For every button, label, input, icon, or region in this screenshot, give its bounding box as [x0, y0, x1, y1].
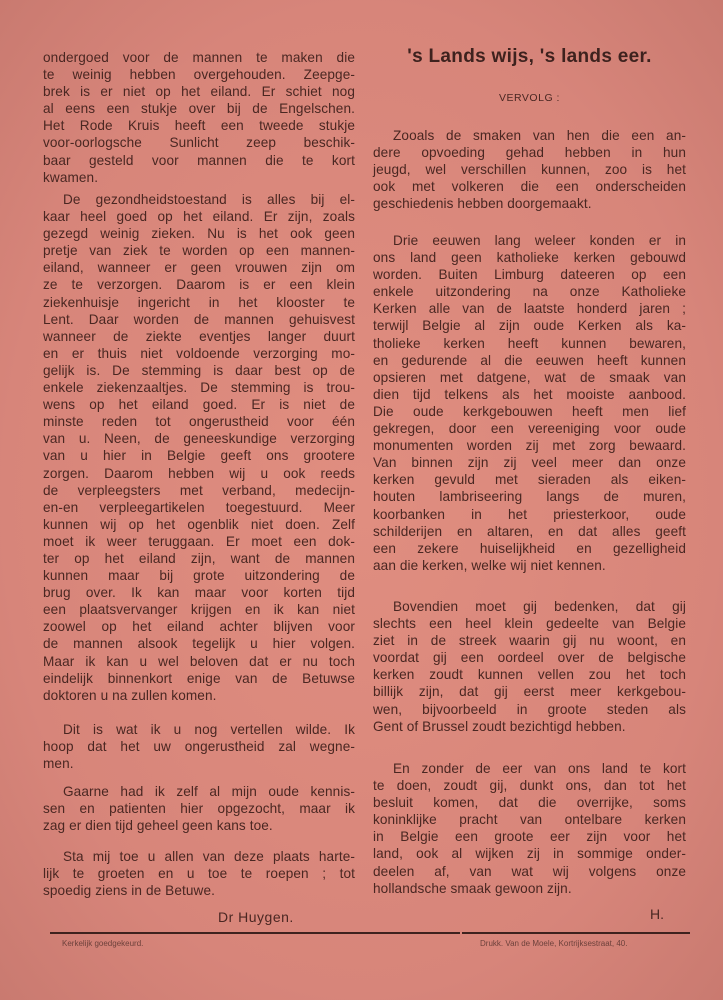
text-line: En zonder de eer van ons land te kort [393, 761, 686, 776]
text-line: Bovendien moet gij bedenken, dat gij [393, 599, 686, 614]
text-line: pretje van ziek te worden op een mannen- [43, 243, 355, 259]
text-line: dien tijd telkens als het mooiste aanbood. [373, 386, 686, 402]
text-line: ze te verzorgen. Daarom is er een klein [43, 277, 355, 293]
text-line: eindelijk binnenkort enige van de Betuwse [43, 670, 355, 686]
text-line: terwijl Belgie al zijn oude Kerken als ka- [373, 318, 686, 334]
signature-dr-huygen: Dr Huygen. [218, 909, 294, 925]
text-line: de verpleegsters met verband, medecijn- [43, 482, 355, 498]
divider-rule-left [50, 932, 460, 934]
text-line: worden. Buiten Limburg dateeren op een [373, 267, 686, 283]
text-line: besluit komen, dat die overrijke, soms [373, 795, 686, 811]
text-line: brek is er niet op het eiland. Er schiet nog [43, 84, 355, 100]
text-line: van u. Neen, de geneeskundige verzorging [43, 431, 355, 447]
text-line: Drie eeuwen lang weleer konden er in [393, 233, 686, 248]
paragraph [43, 191, 355, 704]
text-line: Sta mij toe u allen van deze plaats harte- [63, 849, 355, 864]
text-line: zag er dien tijd geheel geen kans toe. [43, 818, 273, 834]
text-line: doktoren u na zullen komen. [43, 687, 217, 703]
text-line: land, ook al wijken zij in sommige onder- [373, 846, 686, 862]
text-line: Maar ik kan u wel beloven dat er nu toch [43, 653, 355, 669]
text-line: van u hier in Belgie geeft ons grootere [43, 448, 355, 464]
text-line: baar gesteld voor mannen die te kort [43, 152, 355, 168]
text-line: de mannen alsook tegelijk u hier volgen. [43, 636, 355, 652]
text-line: lijk te groeten en u toe te roepen ; tot [43, 866, 355, 882]
text-line: en gedurende al die eeuwen heeft kunnen [373, 352, 686, 368]
text-line: gelijk is. De stemming is daar best op de [43, 362, 355, 378]
text-line: Het Rode Kruis heeft een tweede stukje [43, 118, 355, 134]
text-line: kerken gevuld met sieraden als eiken- [373, 472, 686, 488]
text-line: voordat gij een oordeel over de belgische [373, 650, 686, 666]
text-line: dere opvoeding gehad hebben in hun [373, 145, 686, 161]
article-title: 's Lands wijs, 's lands eer. [407, 46, 652, 67]
printer-note: Drukk. Van de Moele, Kortrijksestraat, 40. [480, 939, 628, 948]
text-line: schilderijen en altaren, en dat alles geeft [373, 523, 686, 539]
text-line: in Belgie een groote eer zijn voor het [373, 829, 686, 845]
paragraph [43, 49, 355, 186]
text-line: Kerken alle van de laatste honderd jaren ; [373, 301, 686, 317]
text-line: brug over. Ik kan maar voor korten tijd [43, 585, 355, 601]
paragraph [43, 848, 355, 899]
paragraph [373, 232, 686, 574]
text-line: kaar heel goed op het eiland. Er zijn, zoals [43, 209, 355, 225]
text-line: Van binnen zijn zij veel meer dan onze [373, 455, 686, 471]
text-line: ook met volkeren die een onderscheiden [373, 179, 686, 195]
text-line: wen, bijvoorbeeld in groote steden als [373, 701, 686, 717]
text-line: gezegd weinig zieken. Nu is het ook geen [43, 226, 355, 242]
text-line: eiland, wanneer er geen vrouwen zijn om [43, 260, 355, 276]
text-line: gekregen, door een vereeniging voor oude [373, 421, 686, 437]
text-line: Dit is wat ik u nog vertellen wilde. Ik [63, 722, 355, 737]
text-line: wanneer de ziekte eventjes langer duurt [43, 328, 355, 344]
text-line: Zooals de smaken van hen die een an- [393, 128, 686, 143]
text-line: koorbanken in het priesterkoor, oude [373, 506, 686, 522]
text-line: De gezondheidstoestand is alles bij el- [63, 192, 355, 207]
text-line: kwamen. [43, 169, 99, 185]
text-line: hoop dat het uw ongerustheid zal wegne- [43, 739, 355, 755]
text-line: koninklijke pracht van ontelbare kerken [373, 812, 686, 828]
text-line: Lent. Daar worden de mannen gehuisvest [43, 311, 355, 327]
text-line: monumenten worden zij met zorg bewaard. [373, 438, 686, 454]
text-line: spoedig ziens in de Betuwe. [43, 883, 215, 899]
text-line: geschiedenis hebben doorgemaakt. [373, 196, 592, 212]
text-line: billijk zijn, dat gij eerst meer kerkgebou- [373, 684, 686, 700]
text-line: sen en patienten hier opgezocht, maar ik [43, 801, 355, 817]
paragraph [373, 598, 686, 735]
text-line: Die oude kerkgebouwen heeft men lief [373, 403, 686, 419]
text-line: te weinig hebben overgehouden. Zeepge- [43, 67, 355, 83]
text-line: houten lambriseering langs de muren, [373, 489, 686, 505]
text-line: aan die kerken, welke wij niet kennen. [373, 557, 606, 573]
approval-note: Kerkelijk goedgekeurd. [62, 939, 144, 948]
text-line: jeugd, wel verschillen kunnen, zoo is het [373, 162, 686, 178]
text-line: voor-oorlogsche Sunlicht zeep beschik- [43, 135, 355, 151]
text-line: opsieren met datgene, wat de smaak van [373, 369, 686, 385]
text-line: zoowel op het eiland achter blijven voor [43, 619, 355, 635]
article-subtitle: VERVOLG : [499, 92, 560, 104]
text-line: kunnen maar bij grote uitzondering de [43, 568, 355, 584]
text-line: een zekere huiselijkheid en gezelligheid [373, 540, 686, 556]
paragraph [373, 760, 686, 897]
text-line: een plaatsvervanger krijgen en ik kan niet [43, 602, 355, 618]
text-line: tholieke kerken heeft kunnen bewaren, [373, 335, 686, 351]
text-line: Gent of Brussel zoudt bezichtigd hebben. [373, 718, 626, 734]
text-line: ziekenhuisje ingericht in het klooster te [43, 294, 355, 310]
text-line: deelen af, van wat wij volgens onze [373, 863, 686, 879]
text-line: enkele uitzondering na onze Katholieke [373, 284, 686, 300]
text-line: kunnen wij op het ogenblik niet doen. Zelf [43, 516, 355, 532]
text-line: wens op het eiland goed. Er is niet de [43, 397, 355, 413]
text-line: te doen, zoudt gij, dunkt ons, dan tot het [373, 778, 686, 794]
text-line: slechts een heel klein gedeelte van Belgie [373, 616, 686, 632]
text-line: ondergoed voor de mannen te maken die [43, 50, 355, 65]
text-line: minste reden tot ongerustheid voor één [43, 414, 355, 430]
text-line: zorgen. Daarom hebben wij u ook reeds [43, 465, 355, 481]
text-line: hollandsche smaak gewoon zijn. [373, 880, 572, 896]
paragraph [43, 783, 355, 834]
text-line: moet ik weer teruggaan. Er moet een dok- [43, 533, 355, 549]
text-line: enkele ziekenzaaltjes. De stemming is trou- [43, 380, 355, 396]
text-line: al eens een stukje over bij de Engelschen. [43, 101, 355, 117]
text-line: ons land geen katholieke kerken gebouwd [373, 250, 686, 266]
text-line: ziet in de streek waarin gij nu woont, en [373, 633, 686, 649]
signature-h: H. [650, 906, 664, 922]
text-line: en-en verpleegartikelen toegestuurd. Meer [43, 499, 355, 515]
paragraph [373, 127, 686, 212]
text-line: en er thuis niet voldoende verzorging mo- [43, 345, 355, 361]
divider-rule-right [462, 932, 690, 934]
text-line: Gaarne had ik zelf al mijn oude kennis- [63, 784, 355, 799]
text-line: kerken zoudt kunnen vellen zou het toch [373, 667, 686, 683]
text-line: men. [43, 756, 74, 772]
text-line: ter op het eiland zijn, want de mannen [43, 550, 355, 566]
paragraph [43, 721, 355, 772]
